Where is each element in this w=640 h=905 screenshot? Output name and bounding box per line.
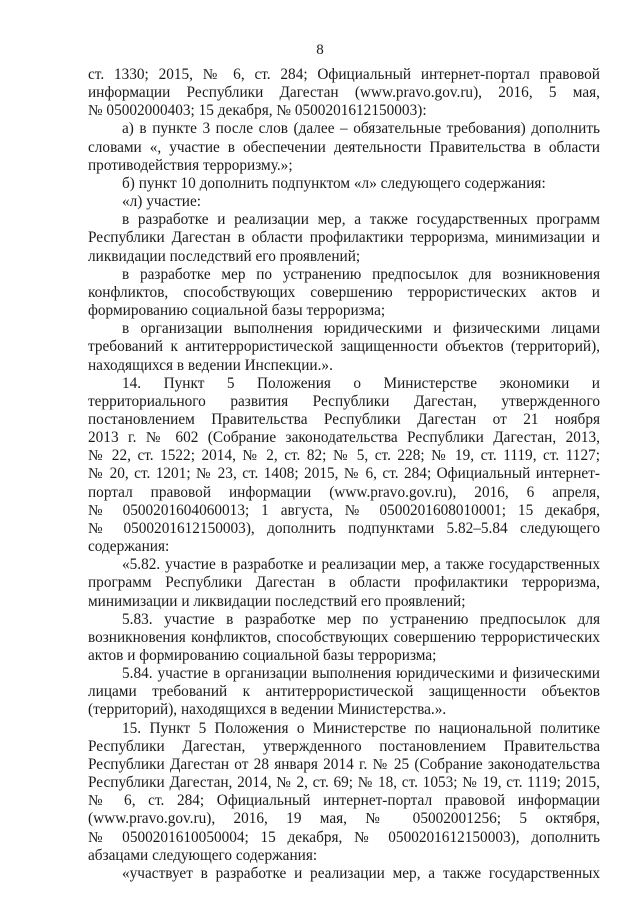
- paragraph-9-line: «5.82. участие в разработке и реализации мер, а также государственных: [122, 556, 600, 574]
- body-text: [88, 66, 600, 883]
- paragraph-8-line: 14. Пункт 5 Положения о Министерстве экономики и: [122, 374, 600, 392]
- paragraph-8-line: портал правовой информации (www.pravo.gov.ru), 2016, 6 апреля,: [88, 483, 600, 501]
- paragraph-10-line: актов и формированию социальной базы терроризма;: [88, 647, 437, 664]
- paragraph-6-line: формированию социальной базы терроризма;: [88, 302, 386, 320]
- page-number: 8: [316, 42, 324, 58]
- paragraph-10-line: 5.83. участие в разработке мер по устранению предпосылок для: [122, 610, 600, 628]
- paragraph-1-line: ст. 1330; 2015, № 6, ст. 284; Официальный интернет-портал правовой: [88, 66, 600, 83]
- paragraph-6-line: в разработке мер по устранению предпосылок для возникновения: [122, 265, 600, 283]
- paragraph-8-line: постановлением Правительства Республики Дагестан от 21 ноября: [88, 410, 600, 428]
- paragraph-13-line: «участвует в разработке и реализации мер, а также государственных: [122, 864, 600, 882]
- paragraph-4-line: «л) участие:: [122, 193, 202, 211]
- paragraph-8-line: № 22, ст. 1522; 2014, № 2, ст. 82; № 5, ст. 228; № 19, ст. 1119, ст. 1127;: [88, 447, 600, 465]
- paragraph-7-line: в организации выполнения юридическими и физическими лицами: [122, 320, 600, 338]
- paragraph-12-line: Республики Дагестан, 2014, № 2, ст. 69; № 18, ст. 1053; № 19, ст. 1119; 2015,: [88, 774, 600, 792]
- paragraph-12-line: Республики Дагестан от 28 января 2014 г. № 25 (Собрание законодательства: [88, 755, 600, 773]
- paragraph-7-line: требований к антитеррористической защищенности объектов (территорий),: [88, 338, 600, 356]
- paragraph-3-line: б) пункт 10 дополнить подпунктом «л» следующего содержания:: [122, 174, 546, 192]
- paragraph-12-line: (www.pravo.gov.ru), 2016, 19 мая, № 05002001256; 5 октября,: [88, 810, 600, 828]
- paragraph-11-line: (территорий), находящихся в ведении Министерства.».: [88, 701, 447, 719]
- paragraph-8-line: № 20, ст. 1201; № 23, ст. 1408; 2015, № 6, ст. 284; Официальный интернет-: [88, 465, 600, 483]
- paragraph-12-line: Республики Дагестан, утвержденного постановлением Правительства: [88, 737, 600, 755]
- paragraph-1-line: № 05002000403; 15 декабря, № 0500201612150003):: [88, 102, 427, 120]
- paragraph-8-line: 2013 г. № 602 (Собрание законодательства Республики Дагестан, 2013,: [88, 429, 600, 447]
- paragraph-12-line: № 0500201610050004; 15 декабря, № 0500201612150003), дополнить: [88, 828, 600, 846]
- paragraph-11-line: лицами требований к антитеррористической защищенности объектов: [88, 683, 600, 701]
- paragraph-9-line: минимизации и ликвидации последствий его проявлений;: [88, 592, 466, 610]
- paragraph-2-line: а) в пункте 3 после слов (далее – обязательные требования) дополнить: [122, 120, 600, 138]
- paragraph-11-line: 5.84. участие в организации выполнения юридическими и физическими: [122, 665, 600, 683]
- paragraph-8-line: № 0500201612150003), дополнить подпунктами 5.82–5.84 следующего: [88, 519, 600, 537]
- paragraph-5-line: Республики Дагестан в области профилактики терроризма, минимизации и: [88, 229, 600, 247]
- paragraph-6-line: конфликтов, способствующих совершению террористических актов и: [88, 283, 600, 301]
- paragraph-8-line: содержания:: [88, 538, 170, 556]
- paragraph-2-line: словами «, участие в обеспечении деятельности Правительства в области: [88, 138, 600, 156]
- paragraph-8-line: № 0500201604060013; 1 августа, № 0500201608010001; 15 декабря,: [88, 501, 600, 519]
- paragraph-5-line: ликвидации последствий его проявлений;: [88, 247, 361, 265]
- paragraph-12-line: 15. Пункт 5 Положения о Министерстве по национальной политике: [122, 719, 600, 737]
- paragraph-12-line: № 6, ст. 284; Официальный интернет-портал правовой информации: [88, 792, 600, 810]
- paragraph-12-line: абзацами следующего содержания:: [88, 846, 318, 864]
- paragraph-8-line: территориального развития Республики Дагестан, утвержденного: [88, 392, 600, 410]
- paragraph-1-line: информации Республики Дагестан (www.pravo.gov.ru), 2016, 5 мая,: [88, 84, 600, 102]
- paragraph-2-line: противодействия терроризму.»;: [88, 156, 293, 174]
- paragraph-7-line: находящихся в ведении Инспекции.».: [88, 356, 333, 374]
- paragraph-9-line: программ Республики Дагестан в области профилактики терроризма,: [88, 574, 600, 592]
- paragraph-10-line: возникновения конфликтов, способствующих совершению террористических: [88, 628, 600, 646]
- paragraph-5-line: в разработке и реализации мер, а также государственных программ: [122, 211, 600, 229]
